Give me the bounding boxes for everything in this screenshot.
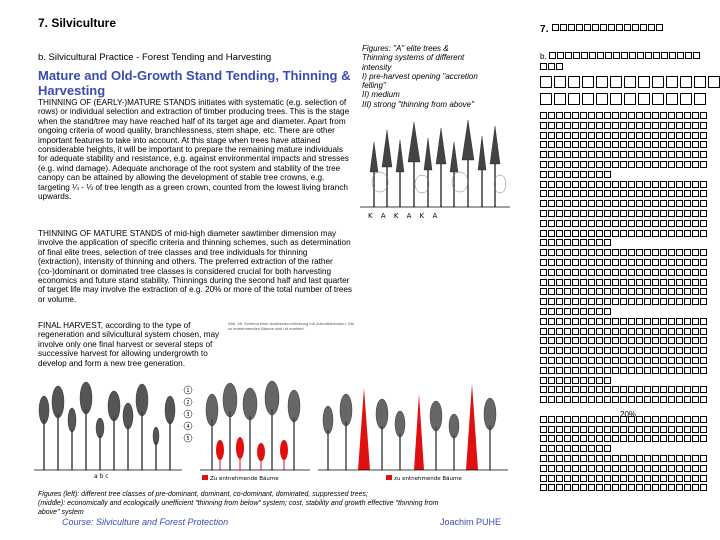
right-column-line: [540, 200, 720, 208]
right-column-line: [540, 171, 720, 179]
right-column-line: [540, 396, 720, 404]
section-title: 7. Silviculture: [38, 16, 117, 30]
right-column-line: [540, 181, 720, 189]
thinning-from-below-figure: [200, 380, 310, 490]
figure-mid-label: Zu entnehmende Bäume: [210, 476, 279, 482]
right-column-line: [540, 269, 720, 277]
right-column-line: [540, 220, 720, 228]
caption-line: above" system: [38, 509, 84, 516]
right-column-line: [540, 328, 720, 336]
caption-line: Thinning systems of different: [362, 53, 465, 63]
figure-bottom-caption: [38, 490, 508, 517]
right-column-sub-prefix: b.: [540, 52, 547, 61]
right-column-line: [540, 455, 720, 463]
figure-top-labels: K A K A K A: [368, 212, 441, 220]
right-column-line: [540, 426, 720, 434]
right-column-line: [540, 112, 720, 120]
tree-class-number: 5: [186, 436, 190, 442]
right-column-line: [540, 210, 720, 218]
right-column-line: [540, 484, 720, 492]
right-column-title-prefix: 7.: [540, 24, 549, 35]
paragraph-thinning-early-mature: THINNING OF (EARLY-)MATURE STANDS initiates with systematic (e.g. selection of rows) or individual selection and extraction of timber producing trees. This is the stage when the stand/tree may have reached half of its target age and diameter. Apart from ongoing criteria of wood quality, branchlessness, stem shape, etc. There are other important features to take into account. At this stage when trees have attained considerable heights, it will be important to prepare the remaining mature individuals for adequate stability and resistance, e.g. against environmental impacts and stresses (e.g. wind damage). Adequate anchorage of the root system and stability of the tree canopy can be attained by allowing the development of stable tree crowns, e.g. targeting ¼ - ⅓ of tree length as a green crown, counted from the lowest living branch upwards.: [38, 98, 350, 202]
right-column-line: [540, 122, 720, 130]
right-column-heading: [540, 76, 720, 90]
footer-author: Joachim PUHE: [440, 517, 502, 527]
right-column-line: [540, 337, 720, 345]
right-column-line: [540, 190, 720, 198]
right-column-line: [540, 239, 720, 247]
right-column-line: [540, 357, 720, 365]
right-column-line: [540, 318, 720, 326]
right-column-line: [540, 151, 720, 159]
right-column-line: [540, 230, 720, 238]
tree-class-number: 2: [186, 400, 190, 406]
tree-classes-figure: [34, 380, 194, 480]
right-column-line: [540, 445, 720, 453]
right-column-line: [540, 298, 720, 306]
paragraph-final-harvest: FINAL HARVEST, according to the type of regeneration and silvicultural system chosen, may involve only one final harvest or several steps of successive harvest for allowing undergrowth to develop and form a new tree generation.: [38, 321, 220, 368]
right-column-line: [540, 377, 720, 385]
caption-line: (middle): economically and ecologically unefficient "thinning from below" system; cost, stability and growth effective "thinning from: [38, 500, 439, 507]
caption-line: III) strong "thinning from above": [362, 99, 474, 109]
caption-line: I) pre-harvest opening "accretion: [362, 71, 478, 81]
caption-line: II) medium: [362, 90, 400, 100]
tree-class-number: 1: [186, 388, 190, 394]
right-column-fragment: 20%: [620, 411, 637, 419]
right-column-heading: [540, 93, 720, 107]
right-column-line: [540, 435, 720, 443]
right-column-line: [540, 132, 720, 140]
thinning-systems-figure: [360, 112, 510, 222]
right-column-line: [540, 161, 720, 169]
right-column-line: [540, 465, 720, 473]
figure-caption-top: [362, 44, 492, 109]
footer-course: Course: Silviculture and Forest Protection: [62, 517, 229, 527]
tree-class-number: 4: [186, 424, 190, 430]
right-column-line: [540, 347, 720, 355]
right-column-line: [540, 288, 720, 296]
tree-class-number: 3: [186, 412, 190, 418]
right-column-line: [540, 249, 720, 257]
right-column-title: [540, 24, 664, 35]
figure-right-label: zu entnehmende Bäume: [394, 476, 462, 482]
thinning-from-above-figure: [318, 380, 508, 490]
figure-left-letters: a b c: [94, 473, 109, 480]
paragraph-thinning-mature: THINNING OF MATURE STANDS of mid-high diameter sawtimber dimension may involve the application of specific criteria and thinning schemes, such as determination of final elite trees, selection of tree classes and tree individuals for thinning (extraction), intensity of thinning and others. The preferred extraction of the rather (co-)dominant or dominated tree classes is considered crucial for both harvesting economics and future stand stability. Thinnings during the second half and last quarter of target life may involve the extraction of e.g. 20% or more of the total number of trees or volume.: [38, 229, 353, 304]
caption-line: felling": [362, 81, 386, 91]
right-column-line: [540, 259, 720, 267]
caption-line: intensity: [362, 62, 392, 72]
right-column-line: [540, 63, 720, 71]
right-column-line: [540, 308, 720, 316]
right-column-line: [540, 386, 720, 394]
right-column-line: [540, 367, 720, 375]
right-column-subheading: [540, 52, 720, 61]
right-column-line: [540, 279, 720, 287]
main-title: Mature and Old-Growth Stand Tending, Thinning & Harvesting: [38, 68, 351, 98]
figure-annotation: Abb. 38: Schema einer Auslesedurchforstung mit Zukunftsbäumen. Die zu entnehmenden Bäume sind rot markiert.: [228, 321, 354, 331]
subheading: b. Silvicultural Practice - Forest Tending and Harvesting: [38, 52, 272, 63]
caption-line: Figures: "A" elite trees &: [362, 44, 449, 53]
right-column-line: [540, 141, 720, 149]
caption-line: Figures (left): different tree classes of pre-dominant, dominant, co-dominant, dominated, suppressed trees;: [38, 491, 368, 498]
right-column-line: [540, 475, 720, 483]
